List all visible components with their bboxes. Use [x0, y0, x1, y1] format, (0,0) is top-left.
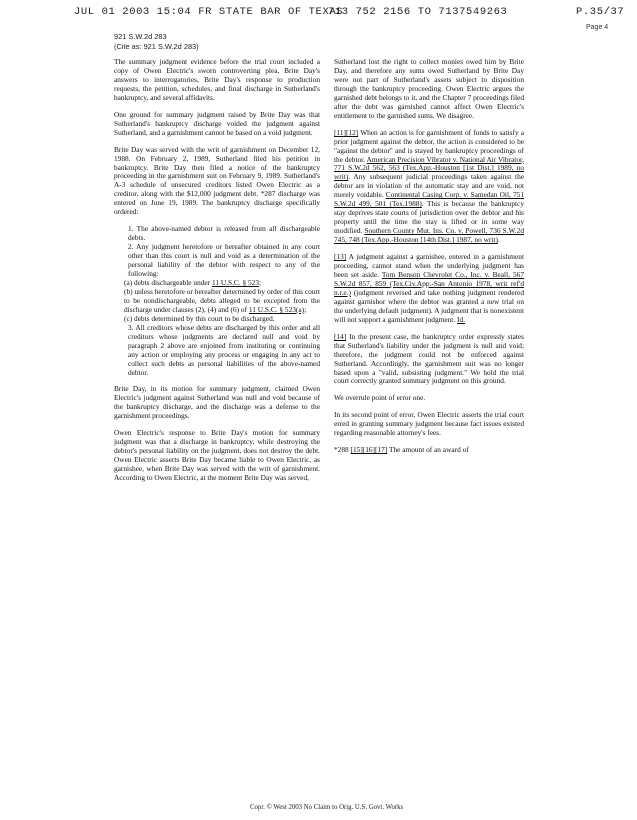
paragraph: The summary judgment evidence before the trial court included a copy of Owen Electric's sworn controverting plea, Brite Day's answers to interrogatories, Brite Day's response to production requests, the petition, schedules, and final discharge in Sutherland's bankruptcy, and several affidavits.	[114, 57, 320, 102]
paragraph: [13] A judgment against a garnishee, entered in a garnishment proceeding, cannot stand when the underlying judgment has been set aside. Tom Benson Chevrolet Co., Inc. v. Beall, 567 S.W.2d 857, 859 (Tex.Civ.App.-San Antonio 1978, writ ref'd n.r.e.) (judgment reversed and take nothing judgment rendered against garnishor where the debtor was granted a new trial on the underlying default judgment). A judgment that is nonexistent will not support a garnishment judgment. Id.	[334, 252, 524, 324]
copyright-footer: Copr. © West 2003 No Claim to Orig. U.S. Govt. Works	[250, 804, 404, 811]
case-link[interactable]: American Precision Vibrator v. National Air Vibrator, 771 S.W.2d 562, 563 (Tex.App.-Houston [1st Dist.] 1989, no writ)	[334, 154, 525, 182]
fax-numbers: 713 752 2156 TO 7137549263	[328, 6, 508, 18]
paragraph: Brite Day, in its motion for summary judgment, claimed Owen Electric's judgment against Sutherland was null and void because of the bankruptcy discharge, and the discharge was a defense to the garnishment proceedings.	[114, 384, 320, 421]
headnote-link[interactable]: [15][16][17]	[350, 445, 388, 455]
left-column	[114, 58, 320, 491]
order-item: 1. The above-named debtor is released from all dischargeable debts.	[128, 224, 320, 243]
citation-block	[114, 32, 199, 51]
paragraph: In its second point of error, Owen Electric asserts the trial court erred in granting summary judgment because fact issues existed regarding reasonable attorney's fees.	[334, 410, 524, 438]
headnote-link[interactable]: [11][12]	[334, 127, 359, 137]
fax-header	[0, 2, 637, 18]
fax-datetime-sender: JUL 01 2003 15:04 FR STATE BAR OF TEXAS	[74, 6, 344, 18]
order-subitem: (c) debts determined by this court to be discharged.	[124, 313, 275, 323]
headnote-link[interactable]: [14]	[334, 331, 347, 341]
right-column	[334, 58, 524, 463]
discharge-order	[118, 225, 320, 377]
paragraph: [11][12] When an action is for garnishment of funds to satisfy a prior judgment against the debtor, the action is considered to be "against the debtor" and is stayed by bankruptcy proceedings of the debtor. American Precision Vibrator v. National Air Vibrator, 771 S.W.2d 562, 563 (Tex.App.-Houston [1st Dist.] 1989, no writ). Any subsequent judicial proceedings taken against the debtor are in violation of the automatic stay and are void, not merely voidable. Continental Casing Corp. v. Samedan Oil, 751 S.W.2d 499, 501 (Tex.1988). This is because the bankruptcy stay deprives state courts of jurisdiction over the debtor and his property until the time the stay is lifted or in some way modified. Southern County Mut. Ins. Co. v. Powell, 736 S.W.2d 745, 748 (Tex.App.-Houston [14th Dist.] 1987, no writ).	[334, 127, 525, 245]
paragraph: We overrule point of error one.	[334, 393, 426, 403]
cite-as: (Cite as: 921 S.W.2d 283)	[114, 41, 199, 51]
headnote-link[interactable]: [13]	[334, 252, 347, 262]
paragraph: Sutherland lost the right to collect monies owed him by Brite Day, and therefore any sums owed Sutherland by Brite Day were not part of Sutherland's assets subject to disposition through the bankruptcy proceeding. Owen Electric argues the garnished debt belongs to it, and the Chapter 7 proceedings filed after the debt was garnished cannot affect Owen Electric's entitlement to the garnished sums. We disagree.	[334, 57, 524, 120]
fax-page-number: P.35/37	[576, 6, 625, 18]
page-label: Page 4	[586, 24, 609, 31]
case-link[interactable]: Southern County Mut. Ins. Co. v. Powell, 736 S.W.2d 745, 748 (Tex.App.-Houston [14th Dist.] 1987, no writ)	[334, 226, 524, 245]
reporter-citation: 921 S.W.2d 283	[114, 32, 167, 41]
case-link[interactable]: Tom Benson Chevrolet Co., Inc. v. Beall, 567 S.W.2d 857, 859 (Tex.Civ.App.-San Antonio 1978, writ ref'd n.r.e.)	[334, 269, 524, 297]
id-link[interactable]: Id.	[457, 314, 465, 324]
paragraph: Owen Electric's response to Brite Day's motion for summary judgment was that a discharge in bankruptcy, while destroying the debtor's personal liability on the judgment, does not destroy the debt. Owen Electric asserts Brite Day became liable to Owen Electric, as garnishee, when Brite Day was served with the writ of garnishment. According to Owen Electric, at the moment Brite Day was served,	[114, 428, 320, 483]
order-subitem: (b) unless heretofore or hereafter determined by order of this court to be nondischargeable, debts alleged to be excepted from the discharge under clauses (2), (4) and (6) of 11 U.S.C. § 523(a);	[124, 286, 320, 314]
statute-link[interactable]: 11 U.S.C. § 523(a)	[248, 304, 305, 314]
paragraph: *288 [15][16][17] The amount of an award of	[334, 445, 469, 455]
order-item: 2. Any judgment heretofore or hereafter obtained in any court other than this court is null and void as a determination of the personal liability of the debtor with respect to any of the following:	[128, 242, 320, 279]
order-subitem: (a) debts dischargeable under 11 U.S.C. § 523;	[124, 277, 262, 287]
paragraph: [14] In the present case, the bankruptcy order expressly states that Sutherland's liability under the judgment is null and void; therefore, the judgment could not be enforced against Sutherland. Accordingly, the garnishment suit was no longer based upon a "valid, subsisting judgment." We hold the trial court correctly granted summary judgment on this ground.	[334, 331, 524, 386]
order-item: 3. All creditors whose debts are discharged by this order and all creditors whose judgments are declared null and void by paragraph 2 above are enjoined from instituting or continuing any action or employing any process or engaging in any act to collect such debts as personal liabilities of the above-named debtor.	[128, 322, 320, 377]
paragraph: Brite Day was served with the writ of garnishment on December 12, 1988. On February 2, 1989, Sutherland filed his petition in bankruptcy. Brite Day then filed a notice of the bankruptcy proceeding in the garnishment suit on February 9, 1989. Sutherland's A-3 schedule of unsecured creditors listed Owen Electric as a creditor, along with the $12,000 judgment debt. *287 discharge was entered on June 19, 1989. The bankruptcy discharge specifically ordered:	[114, 144, 320, 217]
paragraph: One ground for summary judgment raised by Brite Day was that Sutherland's bankruptcy discharge voided the judgment against Sutherland, and a garnishment cannot be based on a void judgment.	[114, 109, 320, 137]
statute-link[interactable]: 11 U.S.C. § 523	[211, 277, 260, 287]
case-link[interactable]: Continental Casing Corp. v. Samedan Oil, 751 S.W.2d 499, 501 (Tex.1988)	[334, 190, 524, 209]
star-page: *288	[334, 445, 349, 455]
star-page: *287	[260, 189, 276, 199]
